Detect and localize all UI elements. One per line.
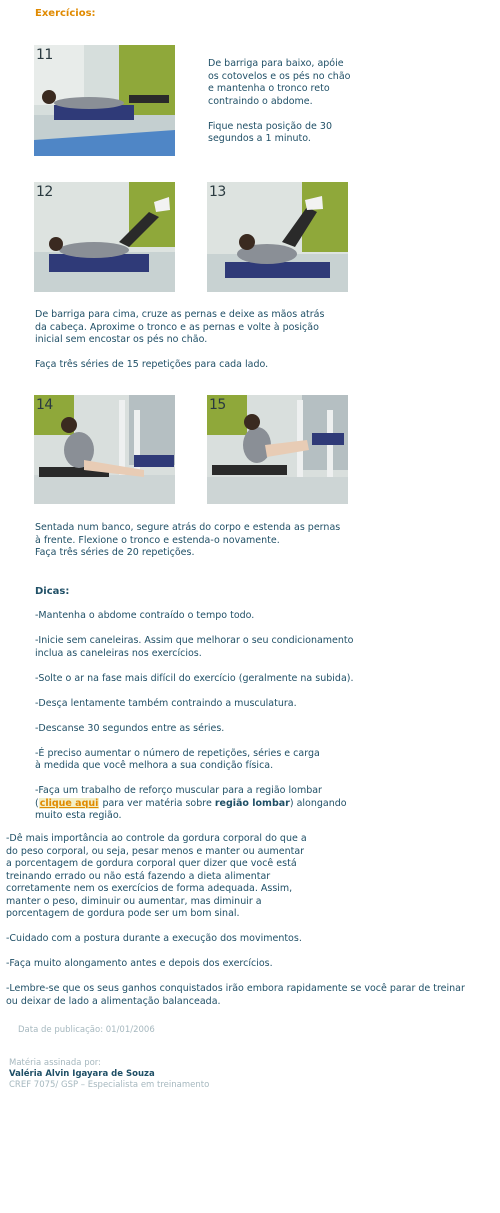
text-fragment: para ver matéria sobre [99,797,215,809]
text-line: -Desça lentamente também contraindo a musculatura. [35,697,297,709]
text-line: à frente. Flexione o tronco e estenda-o novamente. [35,534,280,546]
author-label: Matéria assinada por: [9,1058,102,1068]
tips-heading: Dicas: [35,586,70,597]
wide-tips-list [6,833,498,1008]
text-line: -Inicie sem caneleiras. Assim que melhorar o seu condicionamento [35,635,354,646]
author-block [9,1058,209,1091]
text-line: ou deixar de lado a alimentação balanceada. [6,995,221,1007]
text-line: porcentagem de gordura pode ser um bom sinal. [6,908,240,919]
wide-tip-item [6,833,498,921]
exercise-number: 14 [36,397,53,413]
author-credentials: CREF 7075/ GSP – Especialista em treinamento [9,1080,210,1090]
regiao-lombar-text: região lombar [214,797,290,809]
exercise-11-description [208,58,350,146]
text-line: Sentada num banco, segure atrás do corpo e estenda as pernas [35,522,341,533]
wide-tip-item [6,983,498,1008]
tip-item [35,610,455,623]
text-line: e mantenha o tronco reto [208,83,330,94]
exercise-14-photo [34,395,175,504]
exercise-number: 15 [209,397,226,413]
text-line: da cabeça. Aproxime o tronco e as pernas e volte à posição [35,321,319,333]
tip-item [35,673,455,686]
text-line: muito esta região. [35,810,122,821]
text-line: De barriga para baixo, apóie [208,58,344,69]
text-line: Faça três séries de 20 repetições. [35,547,195,558]
text-line: corretamente nem os exercícios de forma adequada. Assim, [6,883,293,894]
exercise-number: 12 [36,184,53,200]
tips-list [35,610,455,823]
text-line: Faça três séries de 15 repetições para cada lado. [35,359,269,370]
text-line: contraindo o abdome. [208,95,313,107]
exercise-number: 11 [36,47,53,63]
text-line: -Faça um trabalho de reforço muscular para a região lombar [35,785,322,796]
tip-item [35,748,455,773]
text-line: manter o peso, diminuir ou aumentar, mas diminuir a [6,895,262,907]
page-title: Exercícios: [35,8,96,19]
text-line: inicial sem encostar os pés no chão. [35,334,208,345]
text-line: segundos a 1 minuto. [208,133,311,144]
text-line: Fique nesta posição de 30 [208,120,333,132]
exercise-14-15-description [35,522,340,560]
paren: ( [35,797,39,809]
tip-item [35,635,455,660]
wide-tip-item [6,933,498,946]
exercise-number: 13 [209,184,226,200]
text-line: do peso corporal, ou seja, pesar menos e manter ou aumentar [6,845,305,857]
text-line: -Solte o ar na fase mais difícil do exercício (geralmente na subida). [35,672,354,684]
exercise-12-photo [34,182,175,292]
text-line: -Descanse 30 segundos entre as séries. [35,722,225,734]
text-line: -Faça muito alongamento antes e depois dos exercícios. [6,958,273,969]
tip-item [35,723,455,736]
publication-date: Data de publicação: 01/01/2006 [18,1025,155,1035]
text-line: inclua as caneleiras nos exercícios. [35,647,202,659]
text-line [35,798,455,811]
exercise-12-13-description [35,309,324,372]
exercise-13-photo [207,182,348,292]
text-line: -Mantenha o abdome contraído o tempo todo. [35,610,255,621]
text-line: De barriga para cima, cruze as pernas e deixe as mãos atrás [35,309,325,320]
text-line: -Lembre-se que os seus ganhos conquistados irão embora rapidamente se você parar de treinar [6,983,465,994]
exercise-15-photo [207,395,348,504]
clique-aqui-link[interactable]: clique aqui [39,797,99,809]
text-line: treinando errado ou não está fazendo a dieta alimentar [6,870,271,882]
text-line: -Cuidado com a postura durante a execução dos movimentos. [6,933,302,944]
author-name: Valéria Alvin Igayara de Souza [9,1069,155,1079]
text-line: -É preciso aumentar o número de repetições, séries e carga [35,747,320,759]
tip-lombar [35,785,455,823]
wide-tip-item [6,958,498,971]
text-line: à medida que você melhora a sua condição física. [35,760,274,771]
text-line: a porcentagem de gordura corporal quer dizer que você está [6,858,297,869]
text-fragment: ) alongando [289,797,347,809]
tip-item [35,698,455,711]
text-line: os cotovelos e os pés no chão [208,70,351,82]
text-line: -Dê mais importância ao controle da gordura corporal do que a [6,833,307,844]
exercise-11-photo [34,45,175,156]
